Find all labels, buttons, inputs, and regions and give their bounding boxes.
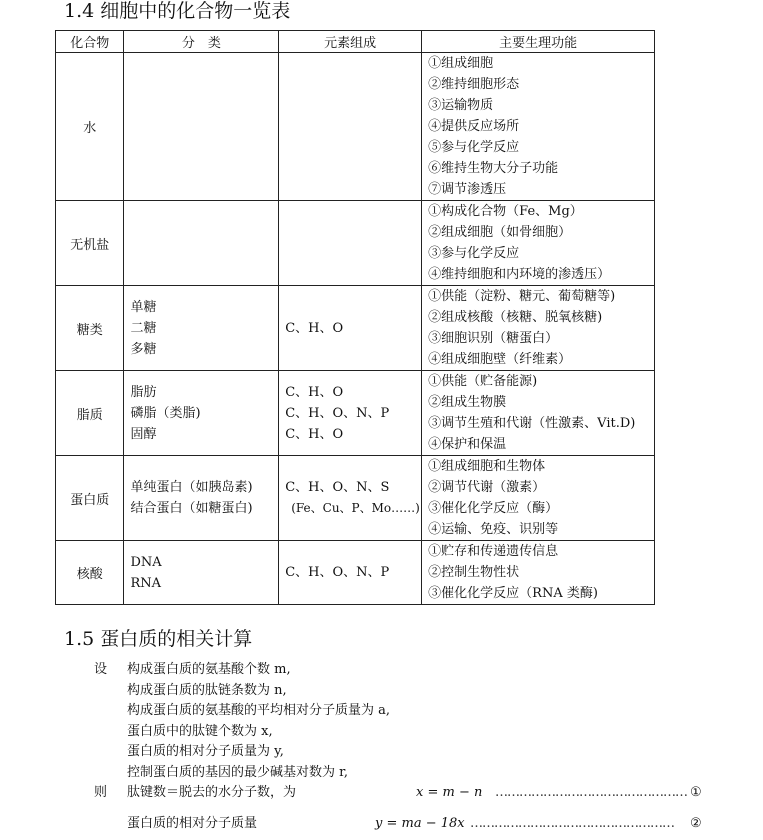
element-composition: C、H、O、N、S: [285, 480, 390, 495]
function-item: ④维持细胞和内环境的渗透压）: [428, 267, 611, 282]
definition-line: 蛋白质的相对分子质量为 y,: [127, 744, 284, 759]
definition-line: 构成蛋白质的氨基酸个数 m,: [127, 662, 291, 677]
classification-item: 单糖: [130, 299, 157, 315]
definition-line: 构成蛋白质的氨基酸的平均相对分子质量为 a,: [127, 703, 391, 718]
function-item: ②组成核酸（核糖、脱氧核糖): [428, 310, 603, 325]
equation-1-leader: …………………………………………: [495, 785, 687, 800]
function-item: ⑤参与化学反应: [428, 140, 520, 155]
equation-1-number: ①: [690, 785, 702, 800]
function-item: ③催化化学反应（RNA 类酶): [428, 586, 598, 601]
equation-1-text: 肽键数＝脱去的水分子数，为: [127, 785, 297, 800]
section2-title: 1.5 蛋白质的相关计算: [64, 628, 253, 650]
function-item: ③调节生殖和代谢（性激素、Vit.D): [428, 416, 636, 431]
function-item: ②调节代谢（激素）: [428, 480, 546, 495]
equation-2-formula: y = ma − 18x: [375, 815, 465, 831]
function-item: ⑥维持生物大分子功能: [428, 161, 559, 176]
classification-item: 单纯蛋白（如胰岛素): [130, 480, 253, 495]
elements-cell: [279, 201, 422, 286]
element-composition: C、H、O: [285, 320, 344, 336]
classification-item: 多糖: [130, 341, 157, 357]
functions-cell: [422, 53, 655, 201]
functions-cell: [422, 286, 655, 371]
classification-item: 结合蛋白（如糖蛋白): [130, 501, 253, 516]
functions-cell: [422, 456, 655, 541]
functions-cell: [422, 541, 655, 605]
classification-cell: [124, 53, 279, 201]
compounds-table: [55, 30, 655, 605]
calculation-block: [90, 660, 730, 834]
classification-item: 固醇: [130, 426, 157, 442]
header-functions: 主要生理功能: [422, 31, 655, 53]
header-elements: 元素组成: [279, 31, 422, 53]
function-item: ①组成细胞: [428, 56, 494, 71]
definition-line: 控制蛋白质的基因的最少碱基对数为 r,: [127, 764, 349, 780]
function-item: ①供能（贮备能源): [428, 374, 538, 389]
table-header-row: [56, 31, 655, 53]
function-item: ③催化化学反应（酶）: [428, 501, 559, 516]
element-composition: (Fe、Cu、P、Mo……): [291, 501, 420, 515]
function-item: ②控制生物性状: [428, 565, 520, 580]
compound-name-cell: [56, 456, 124, 541]
function-item: ②维持细胞形态: [428, 77, 520, 92]
element-composition: C、H、O: [285, 426, 344, 442]
definition-line: 构成蛋白质的肽链条数为 n,: [127, 682, 287, 698]
table-row: [56, 456, 655, 541]
function-item: ④运输、免疫、识别等: [428, 522, 559, 537]
compound-name-cell: [56, 286, 124, 371]
function-item: ①组成细胞和生物体: [428, 459, 546, 474]
classification-cell: [124, 456, 279, 541]
let-label: 设: [94, 662, 108, 677]
table-row: [56, 201, 655, 286]
function-item: ①供能（淀粉、糖元、葡萄糖等): [428, 289, 616, 304]
function-item: ⑦调节渗透压: [428, 182, 507, 197]
compound-name-cell: [56, 201, 124, 286]
equation-2-leader: ……………………………………………: [470, 815, 674, 831]
classification-cell: [124, 286, 279, 371]
classification-cell: [124, 371, 279, 456]
function-item: ①贮存和传递遗传信息: [428, 544, 559, 559]
function-item: ②组成细胞（如骨细胞）: [428, 225, 572, 240]
functions-cell: [422, 201, 655, 286]
classification-item: 脂肪: [130, 384, 157, 400]
compound-name: 无机盐: [70, 237, 110, 253]
element-composition: C、H、O: [285, 384, 344, 400]
equation-2-number: ②: [690, 815, 702, 831]
compound-name: 水: [83, 121, 97, 136]
table-row: [56, 541, 655, 605]
classification-item: DNA: [130, 554, 162, 570]
function-item: ④提供反应场所: [428, 119, 520, 134]
element-composition: C、H、O、N、P: [285, 565, 390, 580]
table-row: [56, 371, 655, 456]
element-composition: C、H、O、N、P: [285, 405, 390, 421]
function-item: ④保护和保温: [428, 437, 507, 452]
function-item: ①构成化合物（Fe、Mg）: [428, 204, 583, 219]
elements-cell: [279, 53, 422, 201]
function-item: ③运输物质: [428, 98, 494, 113]
compound-name: 蛋白质: [70, 492, 110, 508]
elements-cell: [279, 371, 422, 456]
header-compound: 化合物: [56, 31, 124, 53]
section1-title: 1.4 细胞中的化合物一览表: [64, 0, 291, 22]
compound-name-cell: [56, 541, 124, 605]
elements-cell: [279, 541, 422, 605]
classification-cell: [124, 201, 279, 286]
table-row: [56, 286, 655, 371]
definition-line: 蛋白质中的肽键个数为 x,: [127, 723, 273, 739]
function-item: ④组成细胞壁（纤维素）: [428, 352, 572, 367]
compound-name-cell: [56, 371, 124, 456]
compound-name: 糖类: [76, 322, 103, 338]
function-item: ②组成生物膜: [428, 395, 507, 410]
elements-cell: [279, 286, 422, 371]
compound-name: 核酸: [76, 567, 103, 582]
equation-1-formula: x = m − n: [416, 785, 483, 800]
compound-name-cell: [56, 53, 124, 201]
classification-item: RNA: [130, 575, 162, 591]
function-item: ③细胞识别（糖蛋白）: [428, 331, 559, 346]
equation-2-text: 蛋白质的相对分子质量: [127, 815, 258, 831]
classification-item: 磷脂（类脂): [130, 405, 201, 421]
functions-cell: [422, 371, 655, 456]
classification-item: 二糖: [130, 320, 157, 336]
header-classification: 分 类: [124, 31, 279, 53]
table-row: [56, 53, 655, 201]
then-label: 则: [94, 785, 108, 800]
function-item: ③参与化学反应: [428, 246, 520, 261]
classification-cell: [124, 541, 279, 605]
elements-cell: [279, 456, 422, 541]
compound-name: 脂质: [76, 407, 103, 423]
